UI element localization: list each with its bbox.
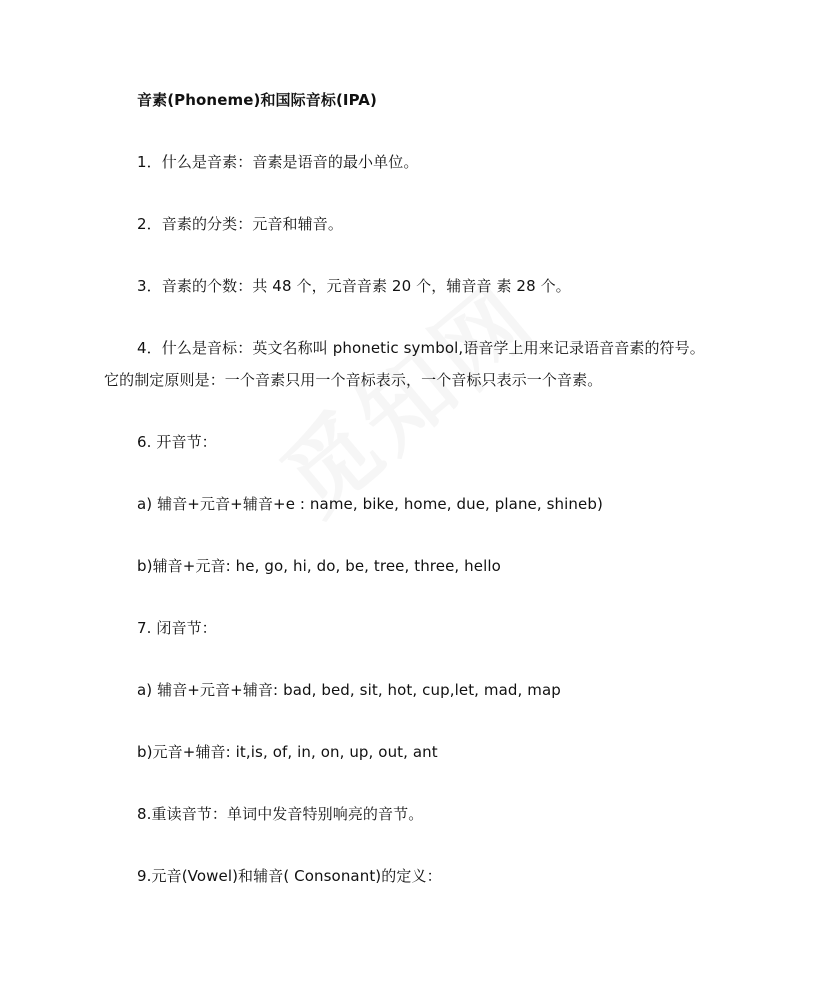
paragraph-8: 8.重读音节：单词中发音特别响亮的音节。: [137, 805, 424, 823]
paragraph-7a: a) 辅音+元音+辅音: bad, bed, sit, hot, cup,let, mad, map: [137, 681, 561, 699]
paragraph-9: 9.元音(Vowel)和辅音( Consonant)的定义：: [137, 867, 442, 885]
paragraph-6-heading: 6. 开音节：: [137, 433, 217, 451]
paragraph-3: 3．音素的个数：共 48 个，元音音素 20 个，辅音音 素 28 个。: [137, 277, 571, 295]
paragraph-2: 2．音素的分类：元音和辅音。: [137, 215, 343, 233]
paragraph-4-line-1: 4．什么是音标：英文名称叫 phonetic symbol,语音学上用来记录语音音素的符号。: [137, 339, 705, 357]
paragraph-6b: b)辅音+元音: he, go, hi, do, be, tree, three, hello: [137, 557, 501, 575]
paragraph-4-line-2: 它的制定原则是：一个音素只用一个音标表示，一个音标只表示一个音素。: [104, 371, 603, 389]
paragraph-6a: a) 辅音+元音+辅音+e : name, bike, home, due, plane, shineb): [137, 495, 603, 513]
paragraph-7-heading: 7. 闭音节：: [137, 619, 217, 637]
paragraph-7b: b)元音+辅音: it,is, of, in, on, up, out, ant: [137, 743, 438, 761]
document-title: 音素(Phoneme)和国际音标(IPA): [137, 91, 377, 109]
paragraph-1: 1．什么是音素：音素是语音的最小单位。: [137, 153, 419, 171]
watermark: [223, 221, 597, 580]
